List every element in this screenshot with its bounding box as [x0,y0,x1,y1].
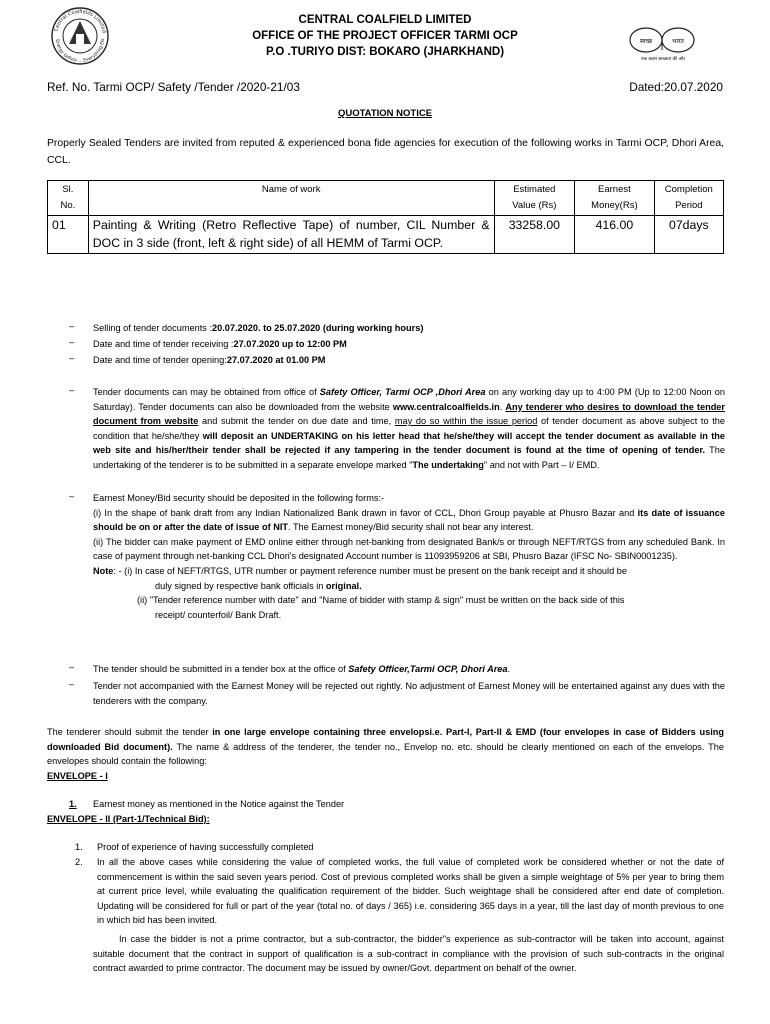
intro-paragraph: Properly Sealed Tenders are invited from reputed & experienced bona fide agencies for execution of the following works in Tarmi OCP, Dhori Area, CCL. [47,138,724,166]
col-sl: Sl. No. [48,181,89,216]
envelope-2-item-number: 2. [75,857,83,867]
sale-dates: Selling of tender documents :20.07.2020. to 25.07.2020 (during working hours) [93,323,424,333]
dash-marker: – [69,353,75,363]
envelope-1-item: Earnest money as mentioned in the Notice against the Tender [93,799,345,809]
dash-marker: – [69,662,75,672]
table-header-row [48,181,724,216]
tender-documents-paragraph: Tender documents can may be obtained from office of Safety Officer, Tarmi OCP ,Dhori Area on any working day up to 4:00 PM (Up to 12:00 Noon on Saturday). Tender documents can also be downloaded from the website www.centralcoalfields.in. Any tenderer who desires to download the tender document from website and submit the tender on due date and time, may do so within the issue period of tender document as above subject to the condition that he/she/they will deposit an UNDERTAKING on his letter head that he/she/they will accept the tender document as available in the web site and his/her/their tender shall be rejected if any tampering in the tender document is found at the time of opening of tender. The undertaking of the tenderer is to be submitted in a separate envelope marked "The undertaking" and not with Part – I/ EMD. [93,387,726,470]
col-completion: Completion Period [654,181,723,216]
logo-caption: एक कदम स्वच्छता की ओर [640,57,686,62]
envelope-1-heading: ENVELOPE - I [47,771,108,781]
envelope-2-heading: ENVELOPE - II (Part-1/Technical Bid): [47,814,210,824]
bharat-text: भारत [672,38,684,45]
rejection-paragraph: Tender not accompanied with the Earnest Money will be rejected out rightly. No adjustment of Earnest Money will be entertained against any dues with the tenderers with the company. [93,681,725,706]
cell-sl: 01 [48,216,89,254]
ccl-logo-top-text: Central Coalfields Limited [53,8,107,34]
col-estimated: Estimated Value (Rs) [494,181,575,216]
receiving-date: Date and time of tender receiving :27.07.2020 up to 12:00 PM [93,339,347,349]
company-name: CENTRAL COALFIELD LIMITED [298,14,472,26]
notice-date: Dated:20.07.2020 [629,80,723,94]
office-address: P.O .TURIYO DIST: BOKARO (JHARKHAND) [265,46,505,58]
office-name: OFFICE OF THE PROJECT OFFICER TARMI OCP [252,30,518,42]
dash-marker: – [69,321,75,331]
envelope-2-item-number: 1. [75,842,83,852]
col-name: Name of work [88,181,494,216]
reference-number: Ref. No. Tarmi OCP/ Safety /Tender /2020-21/03 [47,80,300,94]
dash-marker: – [69,337,75,347]
tender-box-paragraph: The tender should be submitted in a tender box at the office of Safety Officer,Tarmi OCP, Dhori Area. [93,664,511,674]
cell-earnest: 416.00 [575,216,655,254]
emd-paragraph: Earnest Money/Bid security should be deposited in the following forms:- (i) In the shape of bank draft from any Indian Nationalized Bank drawn in favor of CCL, Dhori Group payable at Phusro Bazar and its date of issuance should be on or after the date of issue of NIT. The Earnest money/Bid security shall not bear any interest. (ii) The bidder can make payment of EMD online either through net-banking from designated Bank/s or through NEFT/RTGS from any scheduled Bank. In case of payment through net-banking CCL Dhori's designated Account number is 11093959206 at SBI, Phusro Bazar (IFSC No- SBIN0001235). Note: - (i) In case of NEFT/RTGS, UTR number or payment reference number must be present on the bank receipt and it should be duly signed by respective bank officials in original. (ii) "Tender reference number with date" and "Name of bidder with stamp & sign" must be written on the back side of this receipt/ counterfoil/ Bank Draft. [93,493,725,620]
cell-work-name: Painting & Writing (Retro Reflective Tape) of number, CIL Number & DOC in 3 side (front, left & right side) of all HEMM of Tarmi OCP. [88,216,494,254]
opening-date: Date and time of tender opening:27.07.2020 at 01.00 PM [93,355,326,365]
envelope-2-item: In all the above cases while considering the value of completed works, the full value of completed work be considered whether or not the date of commencement is within the said seven years period. Cost of previous completed works shall be given a simple weightage of 5% per year to bring them at current price level, while evaluating the qualification requirement of the bidder. Such weightage shall be considered after end date of completion. Updating will be considered for full or part of the year (total no. of days / 365) i.e. considering 365 days in a year, till the last day of month previous to one in which bid has been invited. [97,857,724,926]
swachh-text: स्वच्छ [639,38,653,45]
cell-period: 07days [654,216,723,254]
sub-contractor-paragraph: In case the bidder is not a prime contractor, but a sub-contractor, the bidder"s experience as sub-contractor will be taken into account, against suitable document that the contract in support of qualification is a sub-contract in compliance with the provision of such sub-contracts in the original contract awarded to prime contractor. The document may be issued by owner/Govt. department on behalf of the owner. [93,934,724,974]
table-row [48,216,724,254]
col-earnest: Earnest Money(Rs) [575,181,655,216]
envelope-1-item-number: 1. [69,799,77,809]
ccl-logo-bottom-text: Energy before ... Everything Els [54,38,107,65]
dash-marker: – [69,491,75,501]
notice-title: QUOTATION NOTICE [337,108,433,119]
works-table [47,180,724,254]
cell-value: 33258.00 [494,216,575,254]
dash-marker: – [69,679,75,689]
envelope-2-item: Proof of experience of having successfully completed [97,842,314,852]
dash-marker: – [69,385,75,395]
envelope-instructions: The tenderer should submit the tender in one large envelope containing three envelopsi.e. Part-I, Part-II & EMD (four envelopes in case of Bidders using downloaded Bid document). The name & address of the tenderer, the tender no., Envelop no. etc. should be clearly mentioned on each of the envelops. The envelopes should contain the following: [47,727,724,767]
